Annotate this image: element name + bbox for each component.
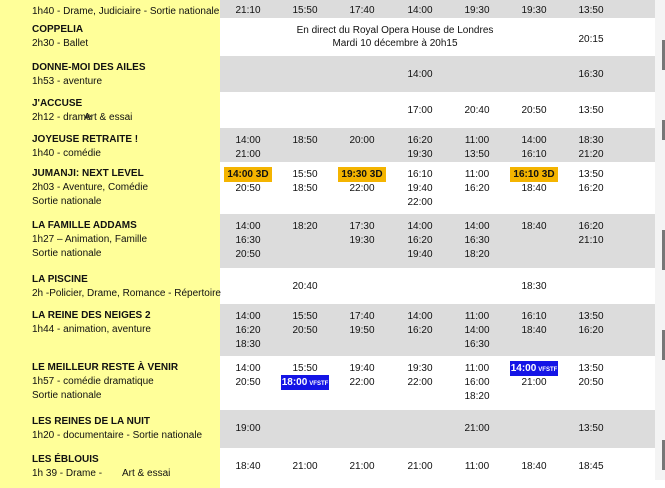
movie-info: 1h 39 - Drame - — [32, 468, 103, 479]
showtime[interactable]: 18:20 — [292, 221, 318, 232]
showtime[interactable]: 13:50 — [578, 105, 604, 116]
showtime[interactable]: 21:00 — [521, 377, 547, 388]
showtime[interactable]: 13:50 — [578, 5, 604, 16]
movie-row — [0, 214, 655, 268]
showtime-highlight[interactable] — [281, 375, 329, 390]
showtime[interactable]: 14:00 — [407, 5, 433, 16]
movie-tag: Art & essai — [122, 468, 171, 479]
showtime[interactable]: 13:50 — [578, 423, 604, 434]
movie-info: 1h27 – Animation, Famille — [32, 234, 148, 245]
showtime[interactable]: 18:40 — [521, 183, 547, 194]
showtime[interactable]: 22:00 — [349, 377, 375, 388]
showtime[interactable]: 15:50 — [292, 363, 318, 374]
movie-row — [0, 448, 655, 488]
movie-row — [0, 128, 655, 162]
showtime[interactable]: 15:50 — [292, 5, 318, 16]
showtime[interactable]: 18:30 — [235, 339, 261, 350]
showtime[interactable]: 19:40 — [407, 183, 433, 194]
movie-info: 1h40 - comédie — [32, 148, 101, 159]
movie-row — [0, 304, 655, 356]
movie-row — [0, 268, 655, 304]
showtime-highlight[interactable] — [338, 167, 386, 182]
showtime[interactable]: 19:40 — [349, 363, 375, 374]
showtime[interactable]: 20:40 — [464, 105, 490, 116]
movie-info: 2h03 - Aventure, Comédie — [32, 182, 149, 193]
showtime[interactable]: 14:00 — [235, 311, 261, 322]
movie-info: 2h12 - drame — [32, 112, 92, 123]
showtime[interactable]: 19:40 — [407, 249, 433, 260]
showtime[interactable]: 18:40 — [521, 221, 547, 232]
showtime[interactable]: 16:20 — [464, 183, 490, 194]
showtime[interactable]: 15:50 — [292, 311, 318, 322]
showtime[interactable]: 17:30 — [349, 221, 375, 232]
movie-info: 1h44 - animation, aventure — [32, 324, 151, 335]
showtime[interactable]: 18:45 — [578, 461, 604, 472]
showtime[interactable]: 18:20 — [464, 249, 490, 260]
showtime[interactable]: 11:00 — [464, 311, 490, 322]
showtime-label: 14:00 3D — [227, 169, 269, 180]
showtime[interactable]: 18:40 — [521, 325, 547, 336]
movie-info: 2h -Policier, Drame, Romance - Répertoire — [32, 288, 221, 299]
showtime[interactable]: 20:40 — [292, 281, 318, 292]
movie-title[interactable]: DONNE-MOI DES AILES — [32, 62, 146, 73]
showtime[interactable]: 18:50 — [292, 183, 318, 194]
movie-title[interactable]: LA REINE DES NEIGES 2 — [32, 310, 151, 321]
showtime-highlight[interactable] — [224, 167, 272, 182]
showtime[interactable]: 19:30 — [349, 235, 375, 246]
showtime[interactable]: 16:20 — [578, 325, 604, 336]
movie-row — [0, 162, 655, 214]
movie-title[interactable]: LE MEILLEUR RESTE À VENIR — [32, 362, 179, 373]
showtime[interactable]: 19:30 — [521, 5, 547, 16]
showtime[interactable]: 21:10 — [235, 5, 261, 16]
movie-row — [0, 0, 655, 18]
showtime-label: 14:00 — [510, 363, 537, 374]
showtime[interactable]: 13:50 — [578, 169, 604, 180]
showtime[interactable]: 20:50 — [578, 377, 604, 388]
showtime[interactable]: 20:15 — [578, 34, 604, 45]
showtime[interactable]: 16:10 — [521, 149, 547, 160]
movie-row — [0, 18, 655, 56]
movie-row — [0, 92, 655, 128]
showtime[interactable]: 16:20 — [407, 135, 433, 146]
movie-extra: Sortie nationale — [32, 196, 102, 207]
showtime[interactable]: 18:30 — [521, 281, 547, 292]
showtime[interactable]: 14:00 — [235, 221, 261, 232]
showtime[interactable]: 14:00 — [235, 135, 261, 146]
showtime[interactable]: 16:20 — [235, 325, 261, 336]
showtime[interactable]: 21:00 — [292, 461, 318, 472]
movie-title[interactable]: COPPELIA — [32, 24, 84, 35]
movie-info: 1h57 - comédie dramatique — [32, 376, 154, 387]
showtime[interactable]: 13:50 — [578, 311, 604, 322]
showtime[interactable]: 16:10 — [521, 311, 547, 322]
showtime[interactable]: 20:50 — [235, 249, 261, 260]
showtime[interactable]: 11:00 — [464, 135, 490, 146]
movie-title[interactable]: JUMANJI: NEXT LEVEL — [32, 168, 144, 179]
showtime[interactable]: 16:30 — [578, 69, 604, 80]
showtime[interactable]: 14:00 — [407, 221, 433, 232]
showtime[interactable]: 21:00 — [464, 423, 490, 434]
showtime[interactable]: 18:20 — [464, 391, 490, 402]
movie-title[interactable]: LA PISCINE — [32, 274, 88, 285]
movie-info: 1h40 - Drame, Judiciaire - Sortie nationale — [32, 6, 220, 17]
movie-title[interactable]: JOYEUSE RETRAITE ! — [32, 134, 139, 145]
showtime[interactable]: 11:00 — [464, 461, 490, 472]
format-tag: VFSTF — [309, 381, 329, 387]
showtime[interactable]: 16:20 — [407, 235, 433, 246]
showtime-label: 18:00 — [281, 377, 308, 388]
showtime[interactable]: 14:00 — [464, 221, 490, 232]
movie-extra: Sortie nationale — [32, 390, 102, 401]
showtime[interactable]: 16:20 — [578, 221, 604, 232]
showtime[interactable]: 22:00 — [407, 197, 433, 208]
format-tag: VFSTF — [538, 367, 558, 373]
showtime[interactable]: 14:00 — [521, 135, 547, 146]
movie-row — [0, 410, 655, 448]
showtime[interactable]: 20:50 — [292, 325, 318, 336]
movie-title[interactable]: J'ACCUSE — [32, 98, 83, 109]
showtime[interactable]: 16:30 — [464, 235, 490, 246]
movie-info: 2h30 - Ballet — [32, 38, 89, 49]
showtime[interactable]: 19:30 — [407, 363, 433, 374]
showtime[interactable]: 21:00 — [349, 461, 375, 472]
showtime[interactable]: 16:20 — [407, 325, 433, 336]
showtime[interactable]: 22:00 — [349, 183, 375, 194]
movie-title[interactable]: LES REINES DE LA NUIT — [32, 416, 150, 427]
event-note: Mardi 10 décembre à 20h15 — [332, 38, 458, 49]
showtime[interactable]: 20:50 — [235, 183, 261, 194]
showtime[interactable]: 20:00 — [349, 135, 375, 146]
showtime[interactable]: 22:00 — [407, 377, 433, 388]
showtime[interactable]: 18:40 — [521, 461, 547, 472]
showtime-label: 16:10 3D — [513, 169, 555, 180]
showtime[interactable]: 18:40 — [235, 461, 261, 472]
showtime[interactable]: 13:50 — [464, 149, 490, 160]
showtime[interactable]: 14:00 — [235, 363, 261, 374]
movie-info: 1h20 - documentaire - Sortie nationale — [32, 430, 203, 441]
showtime[interactable]: 19:30 — [407, 149, 433, 160]
movie-row — [0, 56, 655, 92]
showtime[interactable]: 14:00 — [407, 311, 433, 322]
showtime[interactable]: 16:10 — [407, 169, 433, 180]
showtime[interactable]: 15:50 — [292, 169, 318, 180]
showtime[interactable]: 21:20 — [578, 149, 604, 160]
showtime[interactable]: 17:40 — [349, 311, 375, 322]
showtime[interactable]: 16:00 — [464, 377, 490, 388]
showtime-highlight[interactable] — [510, 167, 558, 182]
showtime[interactable]: 14:00 — [464, 325, 490, 336]
event-note: En direct du Royal Opera House de Londres — [296, 25, 494, 36]
showtime[interactable]: 19:30 — [464, 5, 490, 16]
movie-title[interactable]: LA FAMILLE ADDAMS — [32, 220, 137, 231]
showtime[interactable]: 20:50 — [235, 377, 261, 388]
movie-row — [0, 356, 655, 410]
showtime[interactable]: 16:30 — [464, 339, 490, 350]
showtime[interactable]: 11:00 — [464, 169, 490, 180]
movie-tag: Art & essai — [84, 112, 133, 123]
showtime[interactable]: 18:30 — [578, 135, 604, 146]
showtime[interactable]: 21:10 — [578, 235, 604, 246]
showtime[interactable]: 21:00 — [407, 461, 433, 472]
movie-info: 1h53 - aventure — [32, 76, 103, 87]
showtime[interactable]: 13:50 — [578, 363, 604, 374]
showtime[interactable]: 17:00 — [407, 105, 433, 116]
showtime[interactable]: 17:40 — [349, 5, 375, 16]
showtime[interactable]: 11:00 — [464, 363, 490, 374]
showtime[interactable]: 21:00 — [235, 149, 261, 160]
showtime[interactable]: 16:20 — [578, 183, 604, 194]
movie-title[interactable]: LES ÉBLOUIS — [32, 454, 99, 465]
showtime[interactable]: 19:50 — [349, 325, 375, 336]
showtime[interactable]: 14:00 — [407, 69, 433, 80]
showtime[interactable]: 16:30 — [235, 235, 261, 246]
showtime[interactable]: 18:50 — [292, 135, 318, 146]
showtime-highlight[interactable] — [510, 361, 558, 376]
movie-extra: Sortie nationale — [32, 248, 102, 259]
showtime[interactable]: 20:50 — [521, 105, 547, 116]
showtime[interactable]: 19:00 — [235, 423, 261, 434]
showtime-label: 19:30 3D — [341, 169, 383, 180]
